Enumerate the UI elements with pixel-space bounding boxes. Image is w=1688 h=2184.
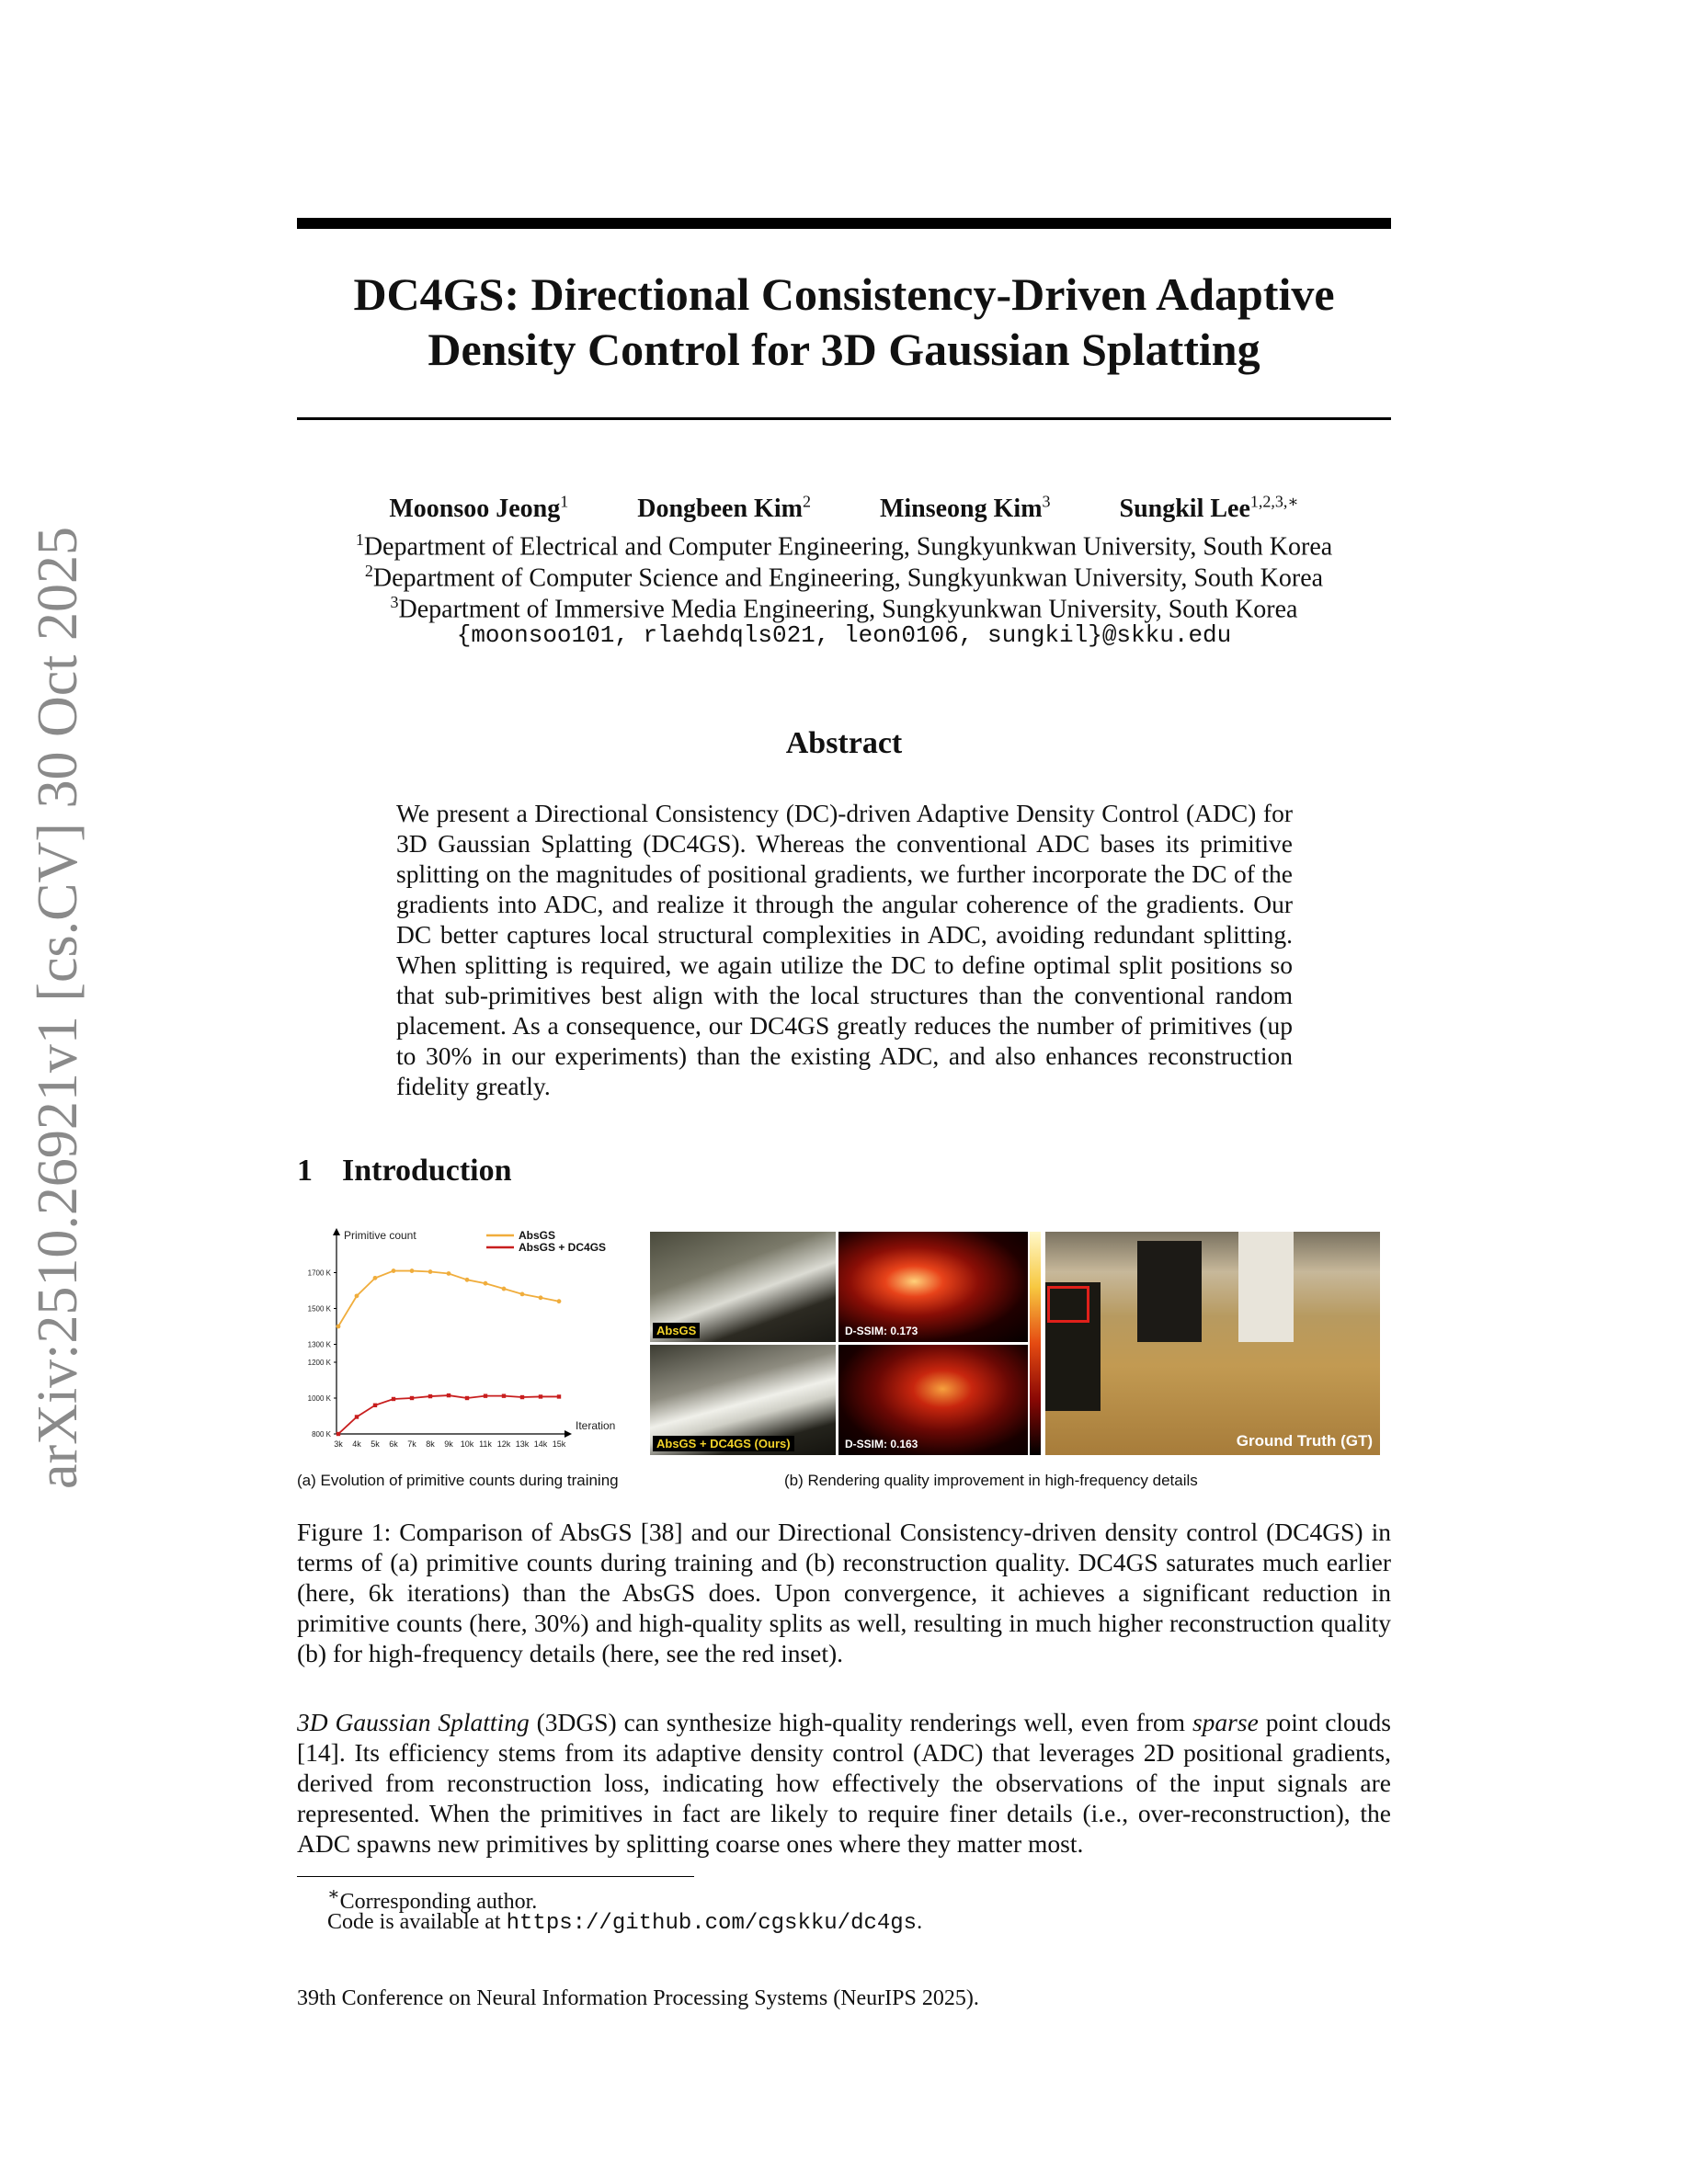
x-tick-label: 13k [515,1439,530,1449]
data-point-dc4gs [557,1394,561,1398]
footnote-corresponding: ∗Corresponding author. [327,1884,538,1914]
data-point-absgs [355,1293,359,1298]
legend-label: AbsGS [519,1229,556,1242]
data-point-dc4gs [373,1404,377,1407]
data-point-dc4gs [392,1397,395,1401]
author-list [297,493,1391,524]
red-inset-box [1047,1286,1089,1323]
data-point-absgs [392,1268,396,1273]
dssim-value-dc4gs: D-SSIM: 0.163 [845,1438,918,1450]
data-point-absgs [447,1271,451,1276]
author: Moonsoo Jeong$^1$ [389,493,569,524]
body-paragraph: 3D Gaussian Splatting (3DGS) can synthesize high-quality renderings well, even from sparse point clouds [14]. Its efficiency stems from its adaptive density control (ADC) that leverages 2D positional gradients, derived from reconstruction loss, indicating how effectively the observations of the input signals are represented. When the primitives in fact are likely to require finer details (i.e., over-reconstruction), the ADC spawns new primitives by splitting coarse ones where they matter most. [297,1708,1391,1858]
y-tick-label: 800 K [312,1430,331,1439]
x-tick-label: 3k [334,1439,343,1449]
affiliation: $^1$Department of Electrical and Computer Engineering, Sungkyunkwan University, South Korea [355,530,1333,562]
series-line-absgs [338,1271,559,1326]
x-tick-label: 15k [552,1439,566,1449]
legend-label: AbsGS + DC4GS [519,1241,607,1254]
data-point-dc4gs [520,1395,524,1399]
x-axis-arrow [565,1430,572,1438]
subcaption-a: (a) Evolution of primitive counts during training [297,1472,619,1489]
paper-title [297,267,1391,377]
x-tick-label: 9k [444,1439,453,1449]
data-point-dc4gs [447,1393,451,1397]
abstract-text: We present a Directional Consistency (DC)-driven Adaptive Density Control (ADC) for 3D Gaussian Splatting (DC4GS). Whereas the conventional ADC bases its primitive splitting on the magnitudes of positional gradients, we further incorporate the DC of the gradients into ADC, and realize it through the angular coherence of the gradients. Our DC better captures local structural complexities in ADC, avoiding redundant splitting. When splitting is required, we again utilize the DC to define optimal split positions so that sub-primitives best align with the local structures than the conventional random placement. As a consequence, our DC4GS greatly reduces the number of primitives (up to 30% in our experiments) than the existing ADC, and also enhances reconstruction fidelity greatly. [396,799,1293,1100]
dc4gs-label: AbsGS + DC4GS (Ours) [653,1436,794,1451]
data-point-absgs [336,1325,341,1329]
x-tick-label: 12k [496,1439,511,1449]
data-point-absgs [557,1299,562,1303]
arxiv-identifier: arXiv:2510.26921v1 [cs.CV] 30 Oct 2025 [27,527,89,1489]
title-line-2: Density Control for 3D Gaussian Splatting [428,324,1260,375]
dc4gs-render-crop [650,1345,836,1455]
data-point-dc4gs [410,1396,414,1400]
x-tick-label: 7k [407,1439,416,1449]
title-rule-top [297,218,1391,229]
data-point-absgs [539,1295,543,1300]
footnote-code: Code is available at https://github.com/cgskku/dc4gs. [327,1910,923,1936]
data-point-absgs [465,1278,470,1282]
affiliation: $^3$Department of Immersive Media Engineering, Sungkyunkwan University, South Korea [390,593,1298,624]
series-line-dc4gs [338,1395,559,1434]
dssim-error-map-absgs [838,1232,1028,1342]
dssim-value-absgs: D-SSIM: 0.173 [845,1325,918,1337]
primitive-count-chart [291,1223,642,1463]
figure-caption: Figure 1: Comparison of AbsGS [38] and our Directional Consistency-driven density control (DC4GS) in terms of (a) primitive counts during training and (b) reconstruction quality. DC4GS saturates much earlier (here, 6k iterations) than the AbsGS does. Upon convergence, it achieves a significant reduction in primitive counts (here, 30%) and high-quality splits as well, resulting in much higher reconstruction quality (b) for high-frequency details (here, see the red inset). [297,1518,1391,1667]
author: Sungkil Lee$^{1,2,3,∗}$ [1119,493,1299,524]
absgs-render-crop [650,1232,836,1342]
data-point-dc4gs [484,1393,487,1397]
data-point-absgs [520,1292,525,1297]
data-point-dc4gs [502,1393,506,1397]
absgs-label: AbsGS [653,1323,700,1338]
x-tick-label: 14k [533,1439,548,1449]
conference-footer: 39th Conference on Neural Information Processing Systems (NeurIPS 2025). [297,1986,979,2010]
y-axis-arrow [333,1228,340,1235]
abstract-heading: Abstract [785,726,903,760]
dssim-error-map-dc4gs [838,1345,1028,1455]
author: Minseong Kim$^3$ [879,493,1051,524]
affiliation: $^2$Department of Computer Science and Engineering, Sungkyunkwan University, South Korea [364,562,1324,593]
data-point-absgs [428,1269,433,1274]
y-tick-label: 1700 K [307,1268,331,1278]
title-line-1: DC4GS: Directional Consistency-Driven Adaptive [353,268,1335,320]
x-tick-label: 10k [460,1439,474,1449]
x-axis-label: Iteration [576,1419,616,1432]
x-tick-label: 4k [352,1439,361,1449]
data-point-dc4gs [428,1394,432,1398]
piano-shape [1137,1241,1202,1342]
data-point-absgs [502,1287,507,1291]
error-colorbar [1030,1232,1041,1455]
author-emails: {moonsoo101, rlaehdqls021, leon0106, sungkil}@skku.edu [456,621,1232,649]
x-tick-label: 8k [426,1439,435,1449]
data-point-absgs [410,1268,415,1273]
data-point-dc4gs [465,1396,469,1400]
data-point-dc4gs [336,1432,340,1436]
ground-truth-label: Ground Truth (GT) [1236,1432,1373,1450]
ground-truth-photo [1045,1232,1380,1455]
data-point-dc4gs [355,1415,359,1418]
x-tick-label: 6k [389,1439,398,1449]
y-tick-label: 1300 K [307,1340,331,1349]
y-tick-label: 1500 K [307,1304,331,1314]
y-tick-label: 1000 K [307,1394,331,1403]
section-heading: 1 Introduction [297,1154,512,1188]
door-shape [1238,1232,1294,1342]
footnote-rule [297,1876,694,1877]
y-tick-label: 1200 K [307,1359,331,1367]
data-point-dc4gs [539,1394,542,1398]
title-rule-bottom [297,417,1391,420]
y-axis-label: Primitive count [344,1229,416,1242]
author: Dongbeen Kim$^2$ [637,493,811,524]
subcaption-b: (b) Rendering quality improvement in high-frequency details [784,1472,1198,1489]
data-point-absgs [373,1276,378,1280]
data-point-absgs [484,1281,488,1286]
code-link[interactable]: https://github.com/cgskku/dc4gs [506,1911,918,1936]
x-tick-label: 5k [371,1439,380,1449]
x-tick-label: 11k [479,1439,492,1449]
